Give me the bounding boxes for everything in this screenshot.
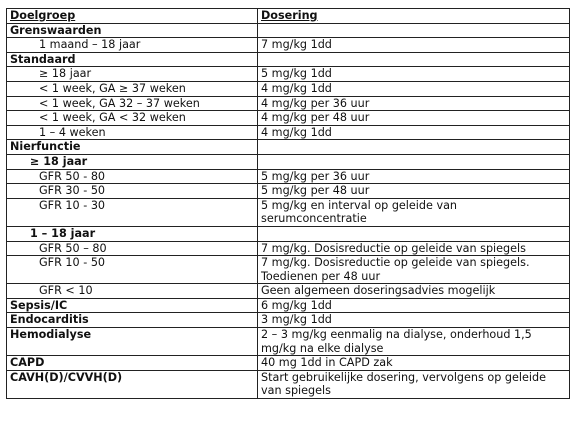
doelgroep-cell: 1 – 4 weken	[7, 125, 258, 140]
table-row	[7, 328, 570, 356]
doelgroep-cell: Grenswaarden	[7, 23, 258, 38]
table-row	[7, 313, 570, 328]
table-row	[7, 284, 570, 299]
dosering-cell: 40 mg 1dd in CAPD zak	[258, 356, 570, 371]
doelgroep-cell: ≥ 18 jaar	[7, 67, 258, 82]
table-row	[7, 96, 570, 111]
dosering-cell	[258, 154, 570, 169]
table-row	[7, 52, 570, 67]
dosering-cell: 3 mg/kg 1dd	[258, 313, 570, 328]
dosering-cell: 7 mg/kg. Dosisreductie op geleide van spiegels. Toedienen per 48 uur	[258, 256, 570, 284]
table-row	[7, 184, 570, 199]
doelgroep-cell: GFR 30 - 50	[7, 184, 258, 199]
doelgroep-cell: GFR 50 - 80	[7, 169, 258, 184]
header-dosering: Dosering	[258, 9, 570, 24]
doelgroep-cell: 1 – 18 jaar	[7, 226, 258, 241]
table-row	[7, 81, 570, 96]
doelgroep-cell: Standaard	[7, 52, 258, 67]
dosing-table	[6, 8, 570, 399]
table-row	[7, 256, 570, 284]
doelgroep-cell: GFR 50 – 80	[7, 241, 258, 256]
dosering-cell: 5 mg/kg per 48 uur	[258, 184, 570, 199]
dosering-cell: 4 mg/kg 1dd	[258, 81, 570, 96]
table-row	[7, 169, 570, 184]
dosering-cell: 2 – 3 mg/kg eenmalig na dialyse, onderhoud 1,5 mg/kg na elke dialyse	[258, 328, 570, 356]
doelgroep-cell: ≥ 18 jaar	[7, 154, 258, 169]
dosering-cell: 5 mg/kg per 36 uur	[258, 169, 570, 184]
doelgroep-cell: Nierfunctie	[7, 140, 258, 155]
doelgroep-cell: GFR 10 - 30	[7, 198, 258, 226]
table-row	[7, 140, 570, 155]
dosering-cell	[258, 226, 570, 241]
table-row	[7, 198, 570, 226]
table-row	[7, 356, 570, 371]
table-row	[7, 38, 570, 53]
dosering-cell: 4 mg/kg per 36 uur	[258, 96, 570, 111]
dosering-cell: 6 mg/kg 1dd	[258, 298, 570, 313]
doelgroep-cell: GFR < 10	[7, 284, 258, 299]
dosering-cell: 4 mg/kg per 48 uur	[258, 111, 570, 126]
doelgroep-cell: CAPD	[7, 356, 258, 371]
dosering-cell: Start gebruikelijke dosering, vervolgens op geleide van spiegels	[258, 370, 570, 398]
table-row	[7, 154, 570, 169]
dosering-cell: Geen algemeen doseringsadvies mogelijk	[258, 284, 570, 299]
doelgroep-cell: Sepsis/IC	[7, 298, 258, 313]
dosering-cell	[258, 52, 570, 67]
table-row	[7, 298, 570, 313]
doelgroep-cell: < 1 week, GA 32 – 37 weken	[7, 96, 258, 111]
doelgroep-cell: 1 maand – 18 jaar	[7, 38, 258, 53]
table-row	[7, 125, 570, 140]
table-row	[7, 111, 570, 126]
doelgroep-cell: Hemodialyse	[7, 328, 258, 356]
dosering-cell: 5 mg/kg en interval op geleide van serumconcentratie	[258, 198, 570, 226]
doelgroep-cell: CAVH(D)/CVVH(D)	[7, 370, 258, 398]
dosering-cell: 4 mg/kg 1dd	[258, 125, 570, 140]
doelgroep-cell: Endocarditis	[7, 313, 258, 328]
doelgroep-cell: GFR 10 - 50	[7, 256, 258, 284]
dosing-table-body	[7, 9, 570, 399]
table-row	[7, 241, 570, 256]
table-row	[7, 370, 570, 398]
header-doelgroep: Doelgroep	[7, 9, 258, 24]
dosering-cell	[258, 140, 570, 155]
table-row	[7, 23, 570, 38]
dosering-cell	[258, 23, 570, 38]
dosering-cell: 7 mg/kg. Dosisreductie op geleide van spiegels	[258, 241, 570, 256]
dosering-cell: 5 mg/kg 1dd	[258, 67, 570, 82]
dosering-cell: 7 mg/kg 1dd	[258, 38, 570, 53]
doelgroep-cell: < 1 week, GA < 32 weken	[7, 111, 258, 126]
table-row	[7, 67, 570, 82]
table-row	[7, 226, 570, 241]
doelgroep-cell: < 1 week, GA ≥ 37 weken	[7, 81, 258, 96]
table-header-row	[7, 9, 570, 24]
